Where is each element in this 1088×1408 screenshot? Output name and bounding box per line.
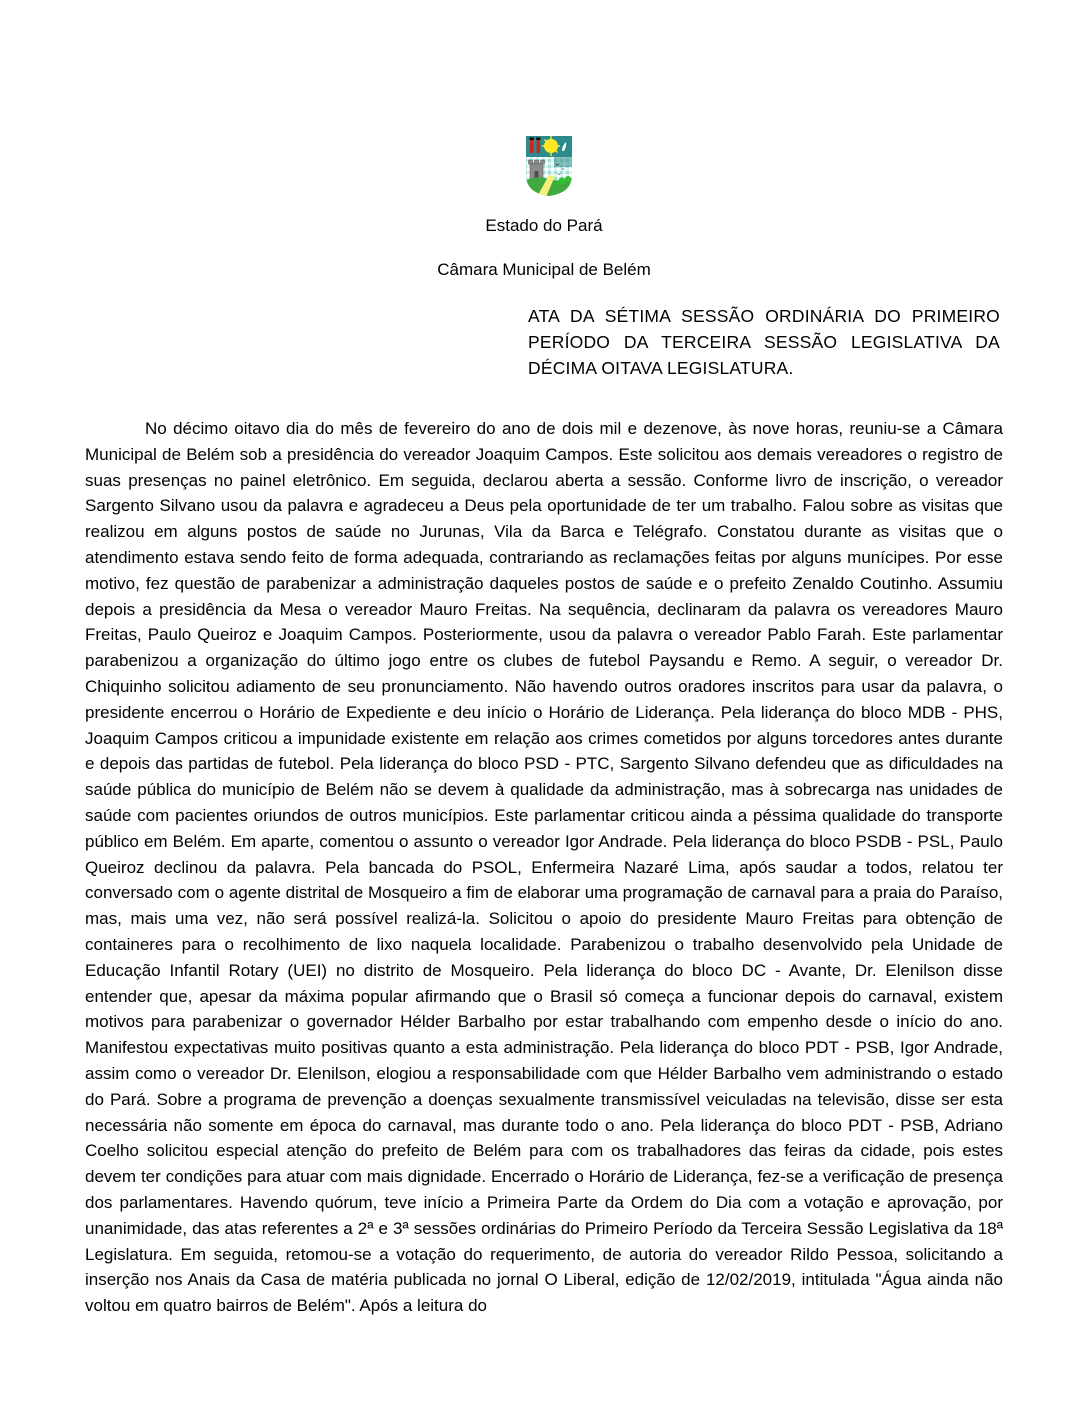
- minutes-body-paragraph: No décimo oitavo dia do mês de fevereiro do ano de dois mil e dezenove, às nove horas, reuniu-se a Câmara Municipal de Belém sob a presidência do vereador Joaquim Campos. Este solicitou aos demais vereadores o registro de suas presenças no painel eletrônico. Em seguida, declarou aberta a sessão. Conforme livro de inscrição, o vereador Sargento Silvano usou da palavra e agradeceu a Deus pela oportunidade de ter um trabalho. Falou sobre as visitas que realizou em alguns postos de saúde no Jurunas, Vila da Barca e Telégrafo. Constatou durante as visitas que o atendimento estava sendo feito de forma adequada, contrariando as reclamações feitas por alguns munícipes. Por esse motivo, fez questão de parabenizar a administração daqueles postos de saúde e o prefeito Zenaldo Coutinho. Assumiu depois a presidência da Mesa o vereador Mauro Freitas. Na sequência, declinaram da palavra os vereadores Mauro Freitas, Paulo Queiroz e Joaquim Campos. Posteriormente, usou da palavra o vereador Pablo Farah. Este parlamentar parabenizou a organização do último jogo entre os clubes de futebol Paysandu e Remo. A seguir, o vereador Dr. Chiquinho solicitou adiamento de seu pronunciamento. Não havendo outros oradores inscritos para usar da palavra, o presidente encerrou o Horário de Expediente e deu início o Horário de Liderança. Pela liderança do bloco MDB - PHS, Joaquim Campos criticou a impunidade existente em relação aos crimes cometidos por alguns torcedores antes durante e depois das partidas de futebol. Pela liderança do bloco PSD - PTC, Sargento Silvano defendeu que as dificuldades na saúde pública do município de Belém não se devem à qualidade da administração, mas à sobrecarga nas unidades de saúde com pacientes oriundos de outros municípios. Este parlamentar criticou ainda a péssima qualidade do transporte público em Belém. Em aparte, comentou o assunto o vereador Igor Andrade. Pela liderança do bloco PSDB - PSL, Paulo Queiroz declinou da palavra. Pela bancada do PSOL, Enfermeira Nazaré Lima, após saudar a todos, relatou ter conversado com o agente distrital de Mosqueiro a fim de elaborar uma programação de carnaval para a praia do Paraíso, mas, mais uma vez, não será possível realizá-la. Solicitou o apoio do presidente Mauro Freitas para obtenção de containeres para o recolhimento de lixo naquela localidade. Parabenizou o trabalho desenvolvido pela Unidade de Educação Infantil Rotary (UEI) no distrito de Mosqueiro. Pela liderança do bloco DC - Avante, Dr. Elenilson disse entender que, apesar da máxima popular afirmando que o Brasil só começa a funcionar depois do carnaval, existem motivos para parabenizar o governador Hélder Barbalho por estar trabalhando com empenho desde o início do ano. Manifestou expectativas muito positivas quanto a esta administração. Pela liderança do bloco PDT - PSB, Igor Andrade, assim como o vereador Dr. Elenilson, elogiou a responsabilidade com que Hélder Barbalho vem administrando o estado do Pará. Sobre a programa de prevenção a doenças sexualmente transmissível veiculadas na televisão, disse ser esta necessária não somente em época do carnaval, mas durante todo o ano. Pela liderança do bloco PDT - PSB, Adriano Coelho solicitou especial atenção do prefeito de Belém para com os trabalhadores das feiras da cidade, pois estes devem ter condições para atuar com mais dignidade. Encerrado o Horário de Liderança, fez-se a verificação de presença dos parlamentares. Havendo quórum, teve início a Primeira Parte da Ordem do Dia com a votação e aprovação, por unanimidade, das atas referentes a 2ª e 3ª sessões ordinárias do Primeiro Período da Terceira Sessão Legislativa da 18ª Legislatura. Em seguida, retomou-se a votação do requerimento, de autoria do vereador Rildo Pessoa, solicitando a inserção nos Anais da Casa de matéria publicada no jornal O Liberal, edição de 12/02/2019, intitulada "Água ainda não voltou em quatro bairros de Belém". Após a leitura do: [85, 419, 1003, 1316]
- session-title: ATA DA SÉTIMA SESSÃO ORDINÁRIA DO PRIMEIRO PERÍODO DA TERCEIRA SESSÃO LEGISLATIVA DA DÉCIMA OITAVA LEGISLATURA.: [528, 306, 1000, 378]
- coat-of-arms-icon: [524, 135, 574, 197]
- institution-name: Câmara Municipal de Belém: [437, 260, 651, 279]
- state-name: Estado do Pará: [485, 216, 603, 235]
